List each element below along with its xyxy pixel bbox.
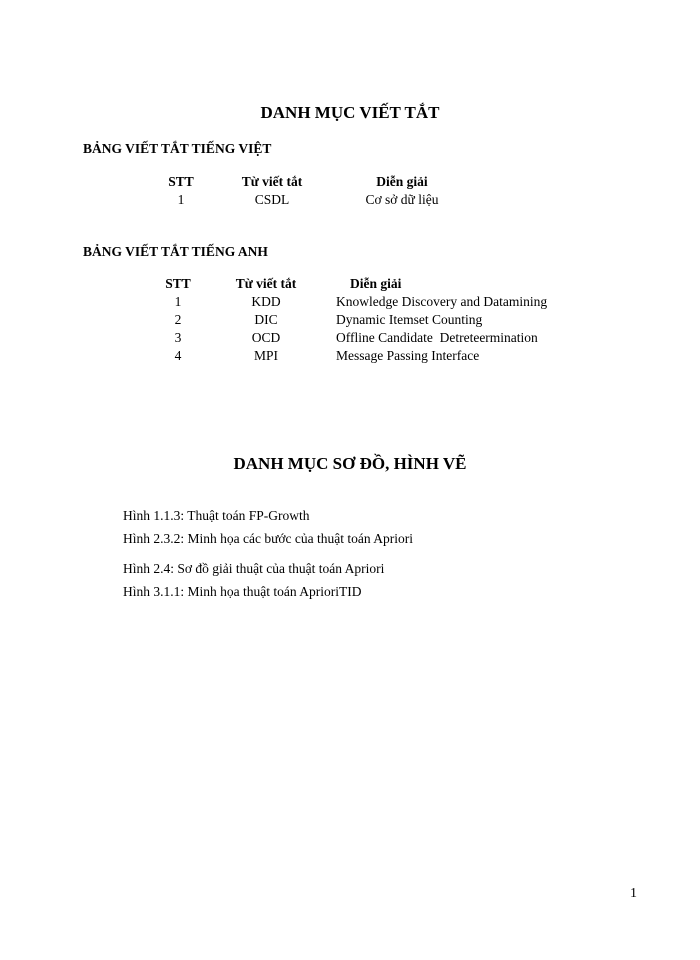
table-row bbox=[160, 192, 462, 210]
figure-list-item: Hình 3.1.1: Minh họa thuật toán AprioriTID bbox=[123, 584, 362, 599]
table-header-row bbox=[160, 276, 596, 294]
cell-desc: Dynamic Itemset Counting bbox=[336, 312, 483, 327]
cell-desc: Message Passing Interface bbox=[336, 348, 480, 363]
column-header-desc: Diễn giải bbox=[350, 276, 402, 291]
english-table-heading: BẢNG VIẾT TẮT TIẾNG ANH bbox=[83, 244, 268, 259]
column-header-desc: Diễn giải bbox=[376, 174, 428, 189]
cell-stt: 4 bbox=[174, 348, 182, 363]
figures-title: DANH MỤC SƠ ĐỒ, HÌNH VẼ bbox=[233, 454, 467, 473]
table-row bbox=[160, 330, 596, 348]
cell-abbr: KDD bbox=[251, 294, 281, 309]
cell-stt: 2 bbox=[174, 312, 182, 327]
table-row bbox=[160, 348, 596, 366]
figure-list-item: Hình 2.3.2: Minh họa các bước của thuật toán Apriori bbox=[123, 531, 414, 546]
figure-list-item: Hình 1.1.3: Thuật toán FP-Growth bbox=[123, 508, 310, 523]
cell-stt: 3 bbox=[174, 330, 182, 345]
vietnamese-table-heading: BẢNG VIẾT TẮT TIẾNG VIỆT bbox=[83, 141, 272, 156]
table-row bbox=[160, 312, 596, 330]
table-header-row bbox=[160, 174, 462, 192]
cell-stt: 1 bbox=[177, 192, 185, 207]
column-header-stt: STT bbox=[168, 174, 194, 189]
column-header-abbr: Từ viết tắt bbox=[235, 276, 297, 291]
cell-abbr: CSDL bbox=[254, 192, 290, 207]
english-abbreviation-table bbox=[160, 276, 596, 366]
column-header-stt: STT bbox=[165, 276, 191, 291]
abbreviations-title: DANH MỤC VIẾT TẮT bbox=[260, 103, 440, 122]
figure-list-item: Hình 2.4: Sơ đồ giải thuật của thuật toán Apriori bbox=[123, 561, 385, 576]
table-row bbox=[160, 294, 596, 312]
vietnamese-abbreviation-table bbox=[160, 174, 462, 210]
cell-abbr: OCD bbox=[251, 330, 281, 345]
column-header-abbr: Từ viết tắt bbox=[241, 174, 303, 189]
cell-desc: Offline Candidate Detreteermination bbox=[336, 330, 538, 345]
cell-desc: Knowledge Discovery and Datamining bbox=[336, 294, 548, 309]
cell-desc: Cơ sở dữ liệu bbox=[365, 192, 439, 207]
cell-stt: 1 bbox=[174, 294, 182, 309]
cell-abbr: MPI bbox=[253, 348, 278, 363]
page-number: 1 bbox=[630, 886, 637, 901]
cell-abbr: DIC bbox=[254, 312, 278, 327]
